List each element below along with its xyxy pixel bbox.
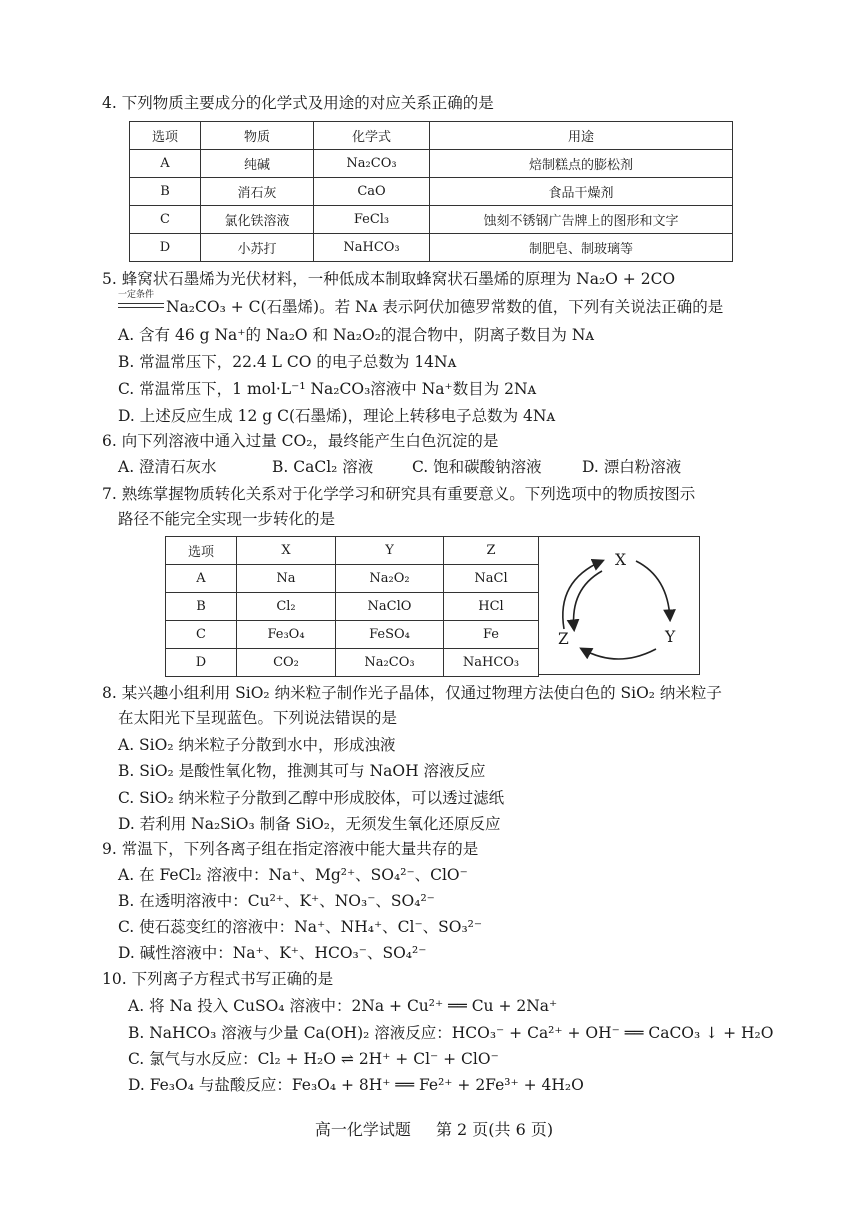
q5-stem-line2: Na₂CO₃ + C(石墨烯)。若 Nᴀ 表示阿伏加德罗常数的值，下列有关说法正确的是 <box>166 298 724 316</box>
q9-option-a: A. 在 FeCl₂ 溶液中：Na⁺、Mg²⁺、SO₄²⁻、ClO⁻ <box>118 866 468 884</box>
q5-option-a: A. 含有 46 g Na⁺的 Na₂O 和 Na₂O₂的混合物中，阴离子数目为 Nᴀ <box>118 326 595 344</box>
table-row <box>166 649 539 677</box>
table-cell: CaO <box>314 178 430 206</box>
footer-subject: 高一化学试题 <box>314 1120 411 1139</box>
table-cell: 制肥皂、制玻璃等 <box>430 234 733 262</box>
table-cell: Na₂CO₃ <box>336 649 444 677</box>
table-row <box>130 206 733 234</box>
q10-option-c: C. 氯气与水反应：Cl₂ + H₂O ⇌ 2H⁺ + Cl⁻ + ClO⁻ <box>128 1050 499 1068</box>
table-cell: 蚀刻不锈钢广告牌上的图形和文字 <box>430 206 733 234</box>
cycle-label-y: Y <box>665 628 676 646</box>
table-cell: Fe <box>444 621 539 649</box>
cycle-label-z: Z <box>558 630 569 648</box>
q6-option-b: B. CaCl₂ 溶液 <box>272 458 374 476</box>
table-row <box>130 234 733 262</box>
q7-header: 选项 <box>166 537 237 565</box>
q7-stem-line2: 路径不能完全实现一步转化的是 <box>118 510 336 528</box>
table-cell: C <box>130 206 201 234</box>
table-cell: B <box>166 593 237 621</box>
q10-option-d: D. Fe₃O₄ 与盐酸反应：Fe₃O₄ + 8H⁺ ══ Fe²⁺ + 2Fe³⁺ + 4H₂O <box>128 1076 584 1094</box>
q8-option-d: D. 若利用 Na₂SiO₃ 制备 SiO₂，无须发生氧化还原反应 <box>118 815 501 833</box>
table-cell: 氯化铁溶液 <box>201 206 314 234</box>
q6-stem: 6. 向下列溶液中通入过量 CO₂，最终能产生白色沉淀的是 <box>102 432 499 450</box>
table-cell: Cl₂ <box>237 593 336 621</box>
table-cell: 消石灰 <box>201 178 314 206</box>
table-cell: FeSO₄ <box>336 621 444 649</box>
q10-option-b: B. NaHCO₃ 溶液与少量 Ca(OH)₂ 溶液反应：HCO₃⁻ + Ca²⁺ + OH⁻ ══ CaCO₃ ↓ + H₂O <box>128 1024 774 1042</box>
q8-stem-line2: 在太阳光下呈现蓝色。下列说法错误的是 <box>118 709 398 727</box>
q7-stem-line1: 7. 熟练掌握物质转化关系对于化学学习和研究具有重要意义。下列选项中的物质按图示 <box>102 485 696 503</box>
q8-stem-line1: 8. 某兴趣小组利用 SiO₂ 纳米粒子制作光子晶体，仅通过物理方法使白色的 SiO₂ 纳米粒子 <box>102 684 722 702</box>
table-row <box>166 621 539 649</box>
q10-option-a: A. 将 Na 投入 CuSO₄ 溶液中：2Na + Cu²⁺ ══ Cu + 2Na⁺ <box>128 997 558 1015</box>
table-cell: NaClO <box>336 593 444 621</box>
q9-option-d: D. 碱性溶液中：Na⁺、K⁺、HCO₃⁻、SO₄²⁻ <box>118 944 427 962</box>
page-footer <box>0 1117 868 1140</box>
table-row <box>166 565 539 593</box>
q8-option-a: A. SiO₂ 纳米粒子分散到水中，形成浊液 <box>118 736 396 754</box>
table-cell: HCl <box>444 593 539 621</box>
q5-stem-line1: 5. 蜂窝状石墨烯为光伏材料，一种低成本制取蜂窝状石墨烯的原理为 Na₂O + 2CO <box>102 270 676 288</box>
q4-header: 用途 <box>430 122 733 150</box>
q6-option-a: A. 澄清石灰水 <box>118 458 217 476</box>
q7-header: X <box>237 537 336 565</box>
table-cell: Na <box>237 565 336 593</box>
q9-option-c: C. 使石蕊变红的溶液中：Na⁺、NH₄⁺、Cl⁻、SO₃²⁻ <box>118 918 483 936</box>
q7-header: Z <box>444 537 539 565</box>
q9-option-b: B. 在透明溶液中：Cu²⁺、K⁺、NO₃⁻、SO₄²⁻ <box>118 892 435 910</box>
q5-option-c: C. 常温常压下，1 mol·L⁻¹ Na₂CO₃溶液中 Na⁺数目为 2Nᴀ <box>118 380 537 398</box>
table-cell: 焙制糕点的膨松剂 <box>430 150 733 178</box>
table-cell: CO₂ <box>237 649 336 677</box>
q8-option-c: C. SiO₂ 纳米粒子分散到乙醇中形成胶体，可以透过滤纸 <box>118 789 505 807</box>
q5-arrow-line <box>118 303 164 308</box>
table-cell: A <box>130 150 201 178</box>
table-cell: NaHCO₃ <box>314 234 430 262</box>
q4-table <box>129 121 733 262</box>
q9-stem: 9. 常温下，下列各离子组在指定溶液中能大量共存的是 <box>102 840 479 858</box>
q5-option-b: B. 常温常压下，22.4 L CO 的电子总数为 14Nᴀ <box>118 353 457 371</box>
table-row <box>130 178 733 206</box>
q5-option-d: D. 上述反应生成 12 g C(石墨烯)，理论上转移电子总数为 4Nᴀ <box>118 407 556 425</box>
table-row <box>130 150 733 178</box>
q4-stem: 4. 下列物质主要成分的化学式及用途的对应关系正确的是 <box>102 94 494 112</box>
table-cell: NaCl <box>444 565 539 593</box>
footer-page-number: 第 2 页(共 6 页) <box>435 1120 554 1139</box>
q4-header: 化学式 <box>314 122 430 150</box>
table-cell: 食品干燥剂 <box>430 178 733 206</box>
table-cell: Fe₃O₄ <box>237 621 336 649</box>
q6-option-d: D. 漂白粉溶液 <box>582 458 682 476</box>
q7-header: Y <box>336 537 444 565</box>
q5-condition: 一定条件 <box>118 290 155 300</box>
table-cell: D <box>130 234 201 262</box>
q6-option-c: C. 饱和碳酸钠溶液 <box>412 458 542 476</box>
q4-header: 选项 <box>130 122 201 150</box>
q8-option-b: B. SiO₂ 是酸性氧化物，推测其可与 NaOH 溶液反应 <box>118 762 486 780</box>
table-cell: 纯碱 <box>201 150 314 178</box>
table-cell: Na₂O₂ <box>336 565 444 593</box>
table-cell: D <box>166 649 237 677</box>
table-row <box>166 593 539 621</box>
table-cell: C <box>166 621 237 649</box>
table-cell: A <box>166 565 237 593</box>
table-cell: NaHCO₃ <box>444 649 539 677</box>
cycle-label-x: X <box>615 551 627 569</box>
q7-table <box>165 536 539 677</box>
q7-cycle-diagram <box>538 536 700 675</box>
table-cell: 小苏打 <box>201 234 314 262</box>
q10-stem: 10. 下列离子方程式书写正确的是 <box>102 970 334 988</box>
table-cell: Na₂CO₃ <box>314 150 430 178</box>
table-cell: FeCl₃ <box>314 206 430 234</box>
table-cell: B <box>130 178 201 206</box>
q4-header: 物质 <box>201 122 314 150</box>
